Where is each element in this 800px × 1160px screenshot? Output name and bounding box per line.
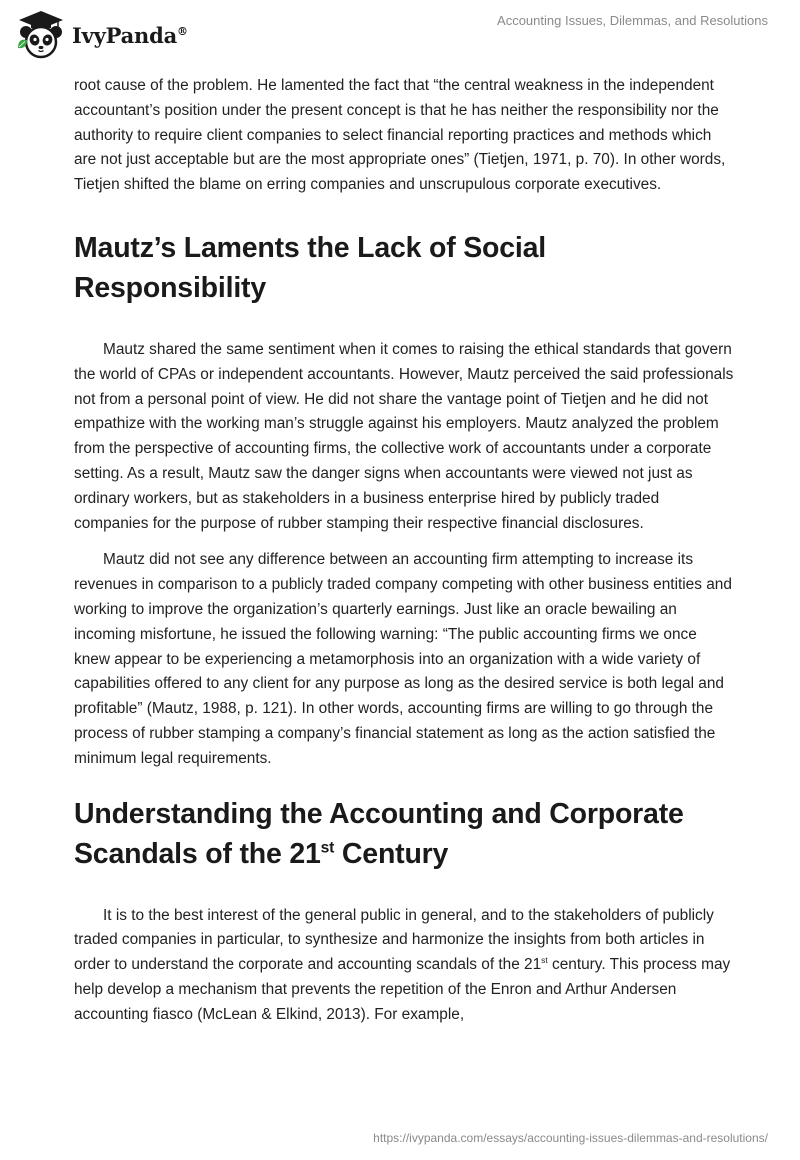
- source-url[interactable]: https://ivypanda.com/essays/accounting-issues-dilemmas-and-resolutions/: [373, 1131, 768, 1145]
- heading-2-main: Understanding the Accounting and Corporate Scandals of the 21: [74, 797, 684, 870]
- heading-2-superscript: st: [320, 839, 335, 857]
- paragraph-3: Mautz did not see any difference between an accounting firm attempting to increase its revenues in comparison to a publicly traded company competing with other business entities and working to improve the organization’s quarterly earnings. Just like an oracle bewailing an incoming misfortune, he issued the following warning: “The public accounting firms we once knew appear to be experiencing a metamorphosis into an organization with a wide variety of capabilities offered to any client for any purpose as long as the desired service is both legal and profitable” (Mautz, 1988, p. 121). In other words, accounting firms are willing to go through the process of rubber stamping a company’s financial statement as long as the action satisfied the minimum legal requirements.: [74, 551, 732, 767]
- registered-mark: ®: [177, 24, 188, 38]
- panda-graduate-icon: [14, 8, 68, 62]
- paragraph-2: Mautz shared the same sentiment when it comes to raising the ethical standards that govern the world of CPAs or independent accountants. However, Mautz perceived the said professionals not from a personal point of view. He did not share the vantage point of Tietjen and he did not empathize with the working man’s struggle against his employers. Mautz analyzed the problem from the perspective of accounting firms, the collective work of accountants under a corporate setting. As a result, Mautz saw the danger signs when accountants were viewed not just as ordinary workers, but as stakeholders in a business enterprise hired by publicly traded companies for the purpose of rubber stamping their respective financial disclosures.: [74, 340, 734, 532]
- ivypanda-logo[interactable]: [14, 8, 188, 62]
- page-header: [0, 0, 800, 70]
- section-heading-scandals: [74, 794, 734, 874]
- paragraph-4: [74, 904, 734, 1028]
- article-body: [74, 74, 734, 1028]
- heading-2-end: Century: [334, 837, 449, 870]
- paragraph-4-superscript: st: [541, 955, 548, 965]
- paragraph-4-part1: It is to the best interest of the general public in general, and to the stakeholders of publicly traded companies in particular, to synthesize and harmonize the insights from both articles in order to understand the corporate and accounting scandals of the 21: [74, 906, 714, 974]
- paragraph-4-part2: century. This process may help develop a mechanism that prevents the repetition of the Enron and Arthur Andersen accounting fiasco (McLean & Elkind, 2013). For example,: [74, 956, 731, 1023]
- paragraph-1: root cause of the problem. He lamented the fact that “the central weakness in the independent accountant’s position under the present concept is that he has neither the responsibility nor the authority to require client companies to select financial reporting practices and methods which are not just acceptable but are the most appropriate ones” (Tietjen, 1971, p. 70). In other words, Tietjen shifted the blame on erring companies and unscrupulous corporate executives.: [74, 77, 726, 194]
- brand-text: IvyPanda: [72, 22, 178, 48]
- document-title: Accounting Issues, Dilemmas, and Resolutions: [497, 13, 768, 28]
- brand-name: [72, 23, 188, 48]
- section-heading-mautz: Mautz’s Laments the Lack of Social Responsibility: [74, 231, 547, 304]
